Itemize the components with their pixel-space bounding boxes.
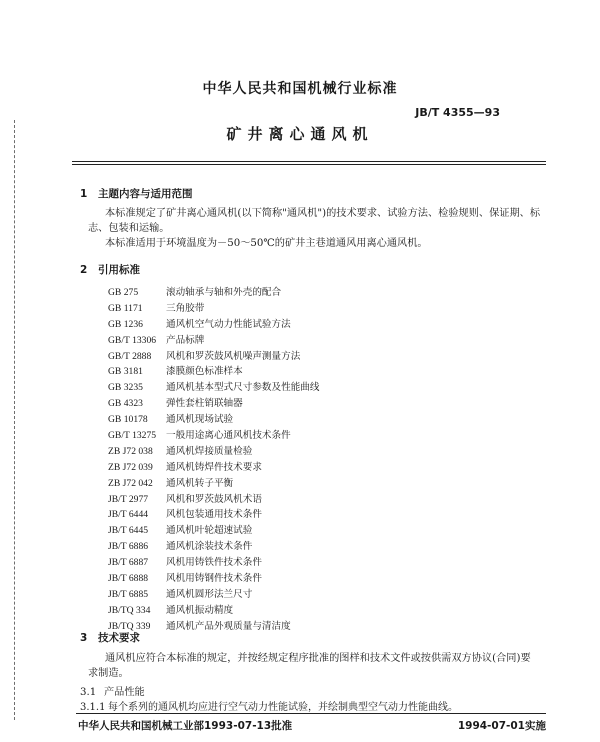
reference-title: 三角胶带	[166, 302, 205, 314]
reference-item	[108, 285, 320, 301]
reference-item	[108, 507, 320, 523]
section-1-paragraph-2: 本标准适用于环境温度为－50～50℃的矿井主巷道通风用离心通风机。	[105, 238, 428, 249]
reference-code: JB/T 6885	[108, 588, 149, 600]
section-1-paragraph-1: 本标准规定了矿井离心通风机(以下简称"通风机")的技术要求、试验方法、检验规则、保证期、标	[105, 208, 541, 219]
reference-title: 风机和罗茨鼓风机术语	[166, 493, 262, 505]
footer-rule	[76, 713, 546, 714]
reference-item	[108, 555, 320, 571]
reference-item	[108, 317, 320, 333]
reference-title: 风机和罗茨鼓风机噪声测量方法	[166, 350, 301, 362]
reference-code: JB/T 6887	[108, 557, 149, 569]
reference-title: 产品标牌	[166, 334, 205, 346]
reference-title: 通风机焊接质量检验	[166, 445, 253, 457]
reference-title: 风机用铸钢件技术条件	[166, 573, 262, 585]
reference-item	[108, 380, 320, 396]
reference-code: JB/T 6886	[108, 541, 149, 553]
reference-title: 通风机转子平衡	[166, 477, 234, 489]
reference-title: 通风机产品外观质量与清洁度	[166, 620, 291, 632]
reference-code: JB/T 6888	[108, 573, 149, 585]
reference-code: GB 10178	[108, 414, 148, 426]
reference-code: GB 1171	[108, 302, 143, 314]
reference-item	[108, 539, 320, 555]
reference-item	[108, 364, 320, 380]
reference-item	[108, 396, 320, 412]
reference-title: 通风机空气动力性能试验方法	[166, 318, 291, 330]
reference-code: GB 1236	[108, 318, 143, 330]
reference-item	[108, 349, 320, 365]
reference-title: 通风机圆形法兰尺寸	[166, 588, 253, 600]
reference-code: ZB J72 039	[108, 461, 153, 473]
title-rule-bottom	[72, 164, 546, 165]
title-rule-top	[72, 161, 546, 162]
reference-list	[108, 285, 320, 635]
reference-title: 通风机叶轮超速试验	[166, 525, 253, 537]
subsection-3-1-1: 3.1.1 每个系列的通风机均应进行空气动力性能试验，并绘制典型空气动力性能曲线。	[80, 702, 458, 713]
section-2-heading	[80, 262, 140, 277]
approval-date: 中华人民共和国机械工业部1993-07-13批准	[78, 720, 293, 732]
reference-item	[108, 476, 320, 492]
section-number: 1	[80, 188, 88, 200]
reference-item	[108, 333, 320, 349]
reference-title: 弹性套柱销联轴器	[166, 398, 243, 410]
reference-code: GB 275	[108, 287, 139, 298]
reference-item	[108, 587, 320, 603]
reference-code: ZB J72 038	[108, 445, 153, 457]
subsection-3-1: 3.1 产品性能	[80, 687, 145, 698]
reference-item	[108, 412, 320, 428]
reference-code: JB/TQ 339	[108, 620, 151, 632]
reference-item	[108, 301, 320, 317]
reference-title: 漆膜颜色标准样本	[166, 366, 243, 378]
reference-title: 风机用铸铁件技术条件	[166, 557, 262, 569]
document-title: 矿井离心通风机	[226, 125, 374, 143]
reference-code: GB/T 13275	[108, 430, 157, 442]
binding-margin-line	[14, 120, 15, 720]
reference-item	[108, 523, 320, 539]
section-1-paragraph-1-cont: 志、包装和运输。	[88, 223, 170, 234]
reference-title: 一般用途离心通风机技术条件	[166, 430, 291, 442]
section-3-paragraph-1: 通风机应符合本标准的规定，并按经规定程序批准的图样和技术文件或按供需双方协议(合同)要	[105, 653, 531, 664]
section-3-paragraph-1-cont: 求制造。	[88, 668, 129, 679]
reference-title: 通风机现场试验	[166, 414, 234, 426]
reference-title: 通风机振动精度	[166, 604, 234, 616]
section-heading-text: 引用标准	[98, 264, 140, 276]
reference-code: JB/T 6445	[108, 525, 149, 537]
reference-code: ZB J72 042	[108, 477, 153, 489]
reference-title: 风机包装通用技术条件	[166, 509, 262, 521]
reference-code: JB/T 6444	[108, 509, 149, 521]
reference-code: GB 4323	[108, 398, 143, 410]
standard-number: JB/T 4355—93	[415, 106, 500, 119]
reference-item	[108, 603, 320, 619]
reference-item	[108, 571, 320, 587]
section-number: 3	[80, 632, 88, 644]
reference-code: GB 3181	[108, 366, 143, 378]
issuing-organization: 中华人民共和国机械行业标准	[202, 81, 398, 97]
section-heading-text: 技术要求	[98, 632, 140, 644]
reference-title: 通风机基本型式尺寸参数及性能曲线	[166, 382, 320, 394]
reference-title: 滚动轴承与轴和外壳的配合	[166, 287, 282, 298]
section-number: 2	[80, 264, 88, 276]
reference-code: JB/T 2977	[108, 493, 149, 505]
section-1-heading	[80, 186, 193, 201]
reference-code: JB/TQ 334	[108, 604, 151, 616]
reference-title: 通风机铸焊件技术要求	[166, 461, 262, 473]
section-3-heading	[80, 630, 140, 645]
reference-code: GB/T 2888	[108, 350, 152, 362]
implementation-date: 1994-07-01实施	[457, 720, 546, 732]
reference-item	[108, 428, 320, 444]
reference-item	[108, 460, 320, 476]
section-heading-text: 主题内容与适用范围	[98, 188, 193, 200]
reference-code: GB 3235	[108, 382, 143, 394]
reference-code: GB/T 13306	[108, 334, 157, 346]
reference-title: 通风机涂装技术条件	[166, 541, 253, 553]
reference-item	[108, 444, 320, 460]
reference-item	[108, 492, 320, 508]
